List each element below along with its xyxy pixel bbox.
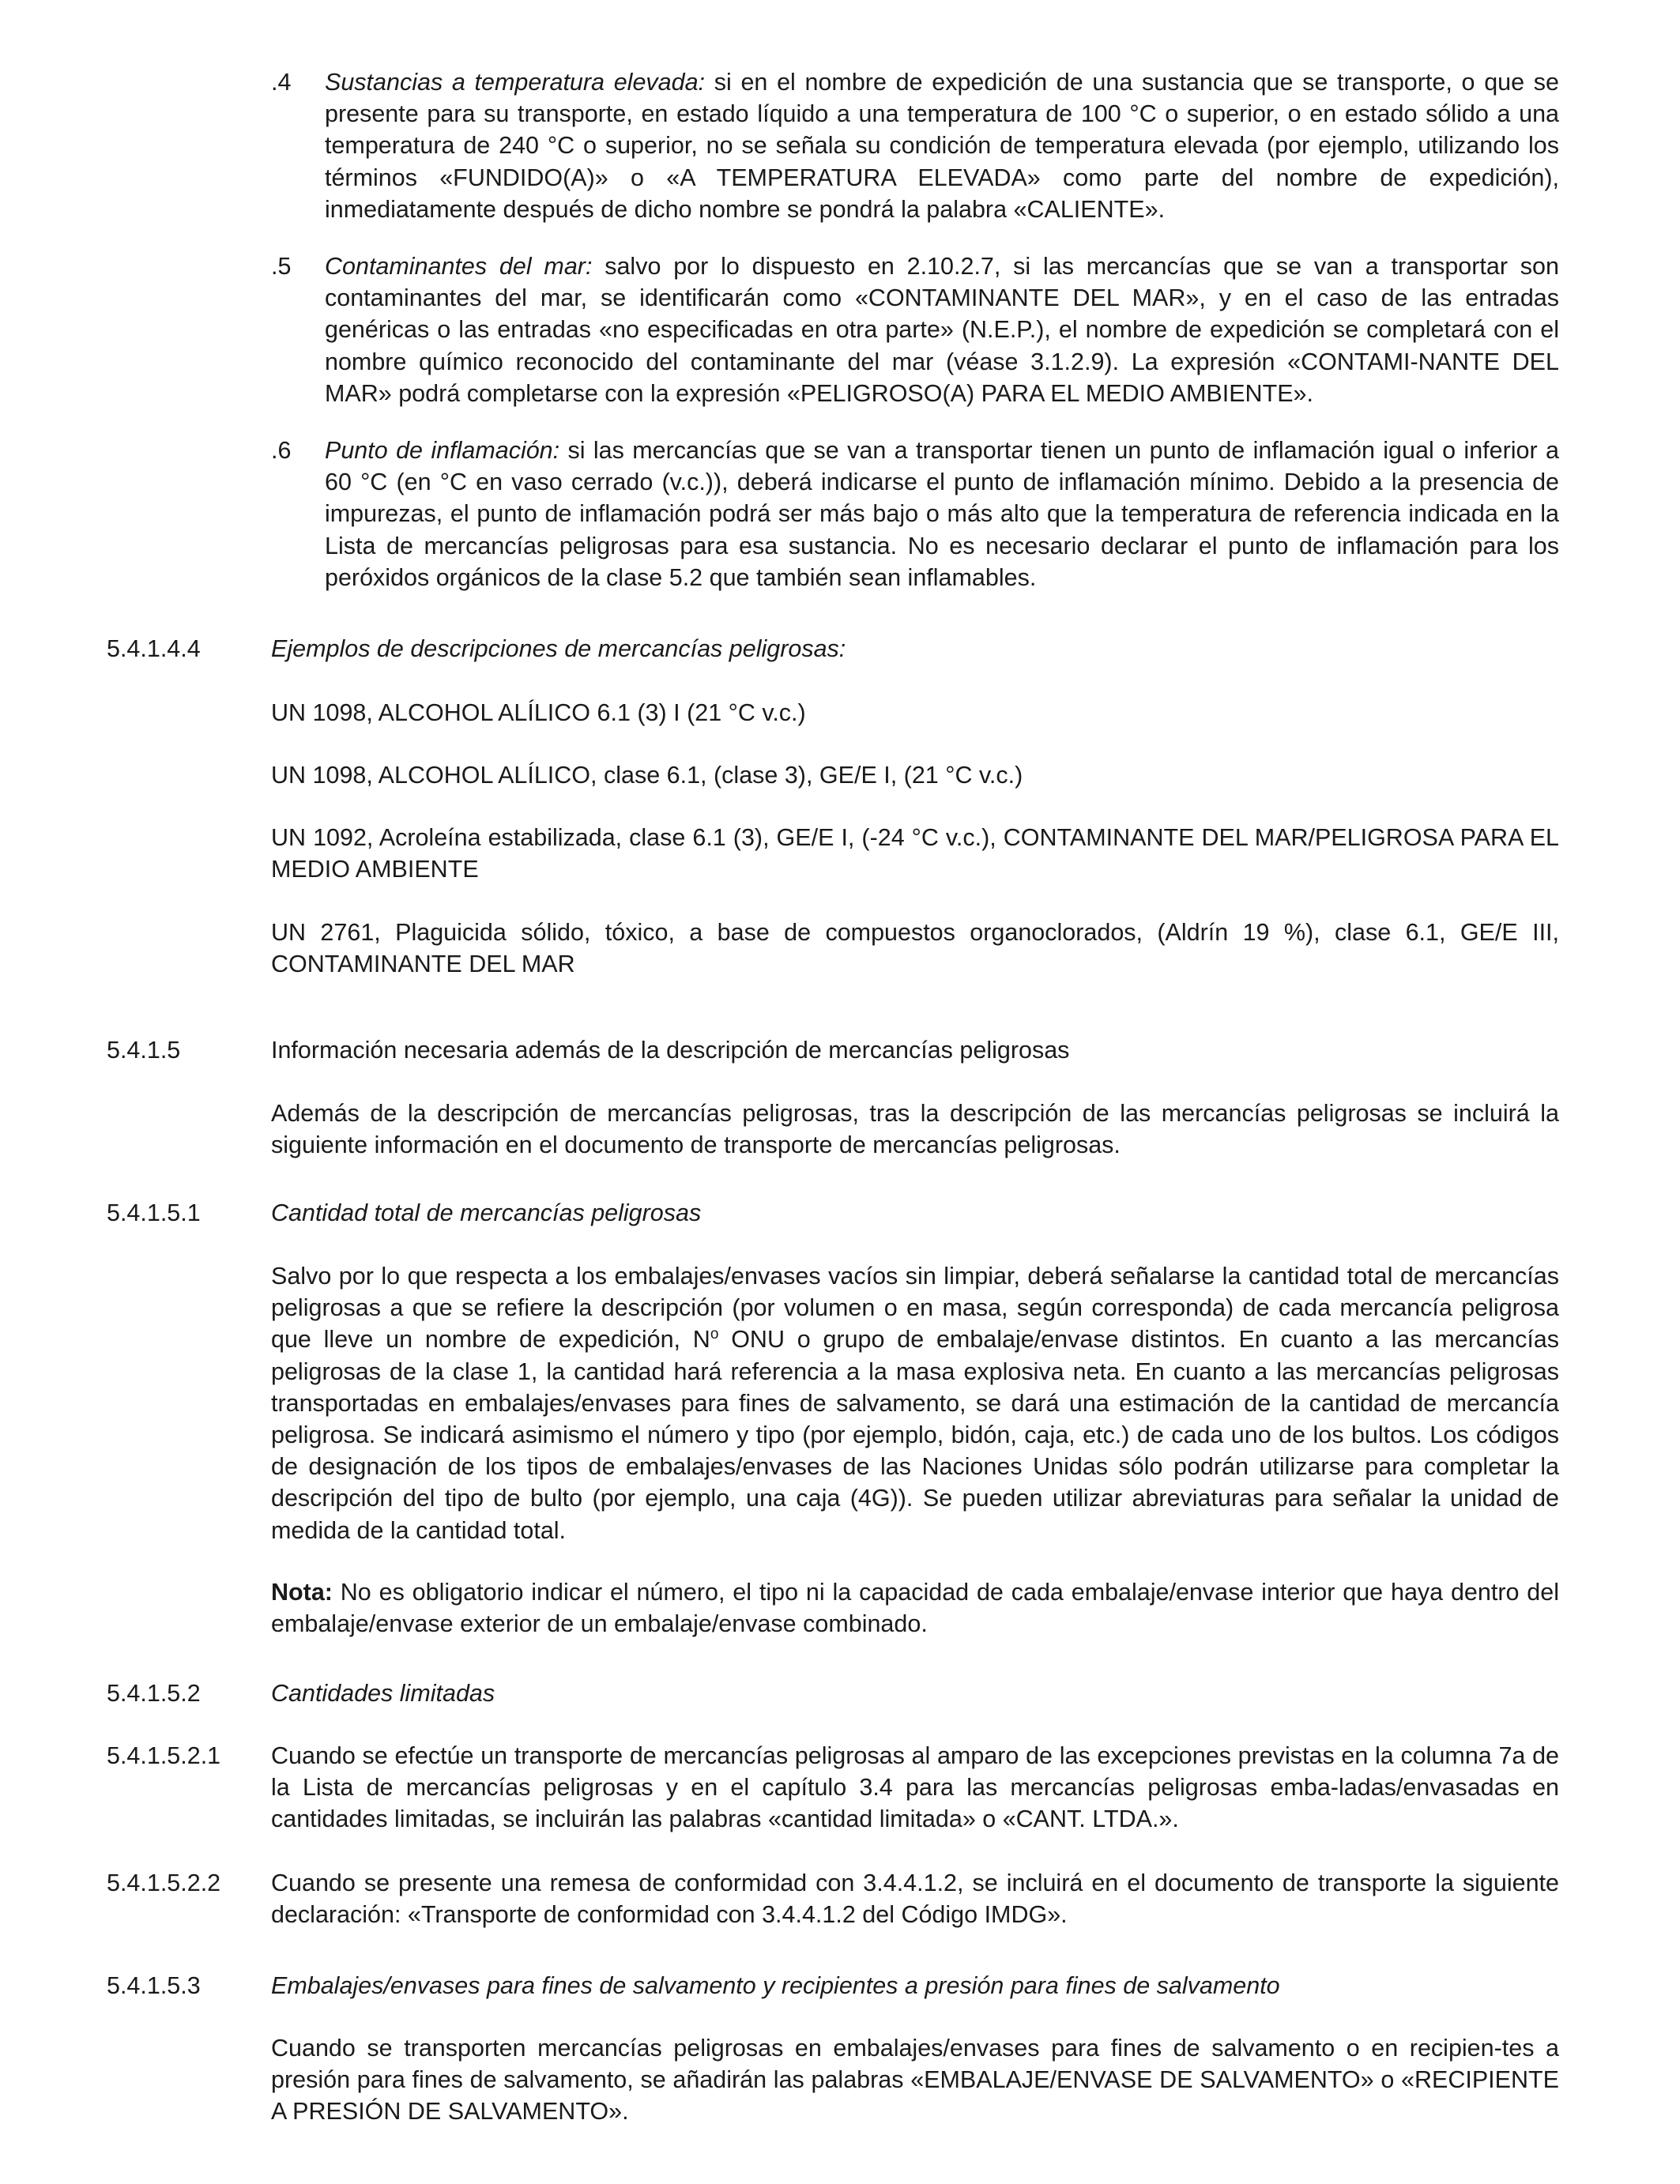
superscript-o: o: [710, 1326, 719, 1343]
subitem-text: [325, 66, 1559, 225]
subitem-body: salvo por lo dispuesto en 2.10.2.7, si las mercancías que se van a transportar son contaminantes del mar, se identificarán como «CONTAMINANTE DEL MAR», y en el caso de las entradas genéricas o las entradas «no especificadas en otra parte» (N.E.P.), el nombre de expedición se completará con el nombre químico reconocido del contaminante del mar (véase 3.1.2.9). La expresión «CONTAMI-NANTE DEL MAR» podrá completarse con la expresión «PELIGROSO(A) PARA EL MEDIO AMBIENTE».: [325, 253, 1559, 407]
section-number: 5.4.1.5: [107, 1037, 181, 1064]
section-title: Ejemplos de descripciones de mercancías peligrosas:: [271, 635, 846, 662]
text-part: ONU o grupo de embalaje/envase distintos. En cuanto a las mercancías peligrosas de la clase 1, la cantidad hará referencia a la masa explosiva neta. En cuanto a las mercancías peligrosas transportadas en embalajes/envases para fines de salvamento, se dará una estimación de la cantidad de mercancía peligrosa. Se indicará asimismo el número y tipo (por ejemplo, bidón, caja, etc.) de cada uno de los bultos. Los códigos de designación de los tipos de embalajes/envases de las Naciones Unidas sólo podrán utilizarse para completar la descripción del tipo de bulto (por ejemplo, una caja (4G)). Se pueden utilizar abreviaturas para señalar la unidad de medida de la cantidad total.: [271, 1326, 1559, 1544]
subitem-number: .6: [271, 437, 292, 464]
section-number: 5.4.1.4.4: [107, 635, 201, 662]
section-number: 5.4.1.5.2.2: [107, 1870, 221, 1896]
note-label: Nota:: [271, 1579, 333, 1606]
example-line: UN 1092, Acroleína estabilizada, clase 6.1 (3), GE/E I, (-24 °C v.c.), CONTAMINANTE DEL MAR/PELIGROSA PARA EL MEDIO AMBIENTE: [271, 824, 1559, 883]
example-line: UN 1098, ALCOHOL ALÍLICO, clase 6.1, (clase 3), GE/E I, (21 °C v.c.): [271, 762, 1023, 789]
text-part: Salvo por lo que respecta a los embalajes/envases vacíos sin limpiar, deberá señalarse la cantidad total de mercancías peligrosas a que se refiere la descripción (por volumen o en masa, según corresponda) de cada mercancía peligrosa que lleve un nombre de expedición, N: [271, 1263, 1559, 1354]
subitem-title: Sustancias a temperatura elevada:: [325, 69, 706, 96]
subitem-text: [325, 435, 1559, 593]
example-line: UN 2761, Plaguicida sólido, tóxico, a base de compuestos organoclorados, (Aldrín 19 %), clase 6.1, GE/E III, CONTAMINANTE DEL MAR: [271, 919, 1559, 978]
subitem-number: .5: [271, 253, 292, 280]
section-title: Embalajes/envases para fines de salvamento y recipientes a presión para fines de salvamento: [271, 1972, 1280, 1999]
section-text: Además de la descripción de mercancías peligrosas, tras la descripción de las mercancías peligrosas se incluirá la siguiente información en el documento de transporte de mercancías peligrosas.: [271, 1100, 1559, 1159]
section-number: 5.4.1.5.3: [107, 1972, 201, 1999]
section-text: Cuando se presente una remesa de conformidad con 3.4.4.1.2, se incluirá en el documento de transporte la siguiente declaración: «Transporte de conformidad con 3.4.4.1.2 del Código IMDG».: [271, 1870, 1559, 1929]
section-text: Cuando se efectúe un transporte de mercancías peligrosas al amparo de las excepciones previstas en la columna 7a de la Lista de mercancías peligrosas y en el capítulo 3.4 para las mercancías peligrosas emba-ladas/envasadas en cantidades limitadas, se incluirán las palabras «cantidad limitada» o «CANT. LTDA.».: [271, 1742, 1559, 1833]
note: [271, 1576, 1559, 1640]
note-text: No es obligatorio indicar el número, el tipo ni la capacidad de cada embalaje/envase interior que haya dentro del embalaje/envase exterior de un embalaje/envase combinado.: [271, 1579, 1559, 1638]
section-title: Cantidades limitadas: [271, 1680, 495, 1707]
subitem-text: [325, 250, 1559, 409]
example-line: UN 1098, ALCOHOL ALÍLICO 6.1 (3) I (21 °C v.c.): [271, 699, 806, 726]
subitem-number: .4: [271, 69, 292, 96]
section-number: 5.4.1.5.2: [107, 1680, 201, 1707]
subitem-title: Punto de inflamación:: [325, 437, 560, 464]
section-text: [271, 1260, 1559, 1546]
section-number: 5.4.1.5.2.1: [107, 1742, 221, 1769]
section-title: Cantidad total de mercancías peligrosas: [271, 1199, 702, 1226]
subitem-title: Contaminantes del mar:: [325, 253, 593, 280]
subitem-body: si las mercancías que se van a transportar tienen un punto de inflamación igual o inferior a 60 °C (en °C en vaso cerrado (v.c.)), deberá indicarse el punto de inflamación mínimo. Debido a la presencia de impurezas, el punto de inflamación podrá ser más bajo o más alto que la temperatura de referencia indicada en la Lista de mercancías peligrosas para esa sustancia. No es necesario declarar el punto de inflamación para los peróxidos orgánicos de la clase 5.2 que también sean inflamables.: [325, 437, 1559, 591]
section-number: 5.4.1.5.1: [107, 1199, 201, 1226]
section-title: Información necesaria además de la descripción de mercancías peligrosas: [271, 1037, 1070, 1064]
subitem-body: si en el nombre de expedición de una sustancia que se transporte, o que se presente para su transporte, en estado líquido a una temperatura de 100 °C o superior, o en estado sólido a una temperatura de 240 °C o superior, no se señala su condición de temperatura elevada (por ejemplo, utilizando los términos «FUNDIDO(A)» o «A TEMPERATURA ELEVADA» como parte del nombre de expedición), inmediatamente después de dicho nombre se pondrá la palabra «CALIENTE».: [325, 69, 1559, 223]
section-text: Cuando se transporten mercancías peligrosas en embalajes/envases para fines de salvamento o en recipien-tes a presión para fines de salvamento, se añadirán las palabras «EMBALAJE/ENVASE DE SALVAMENTO» o «RECIPIENTE A PRESIÓN DE SALVAMENTO».: [271, 2035, 1559, 2126]
